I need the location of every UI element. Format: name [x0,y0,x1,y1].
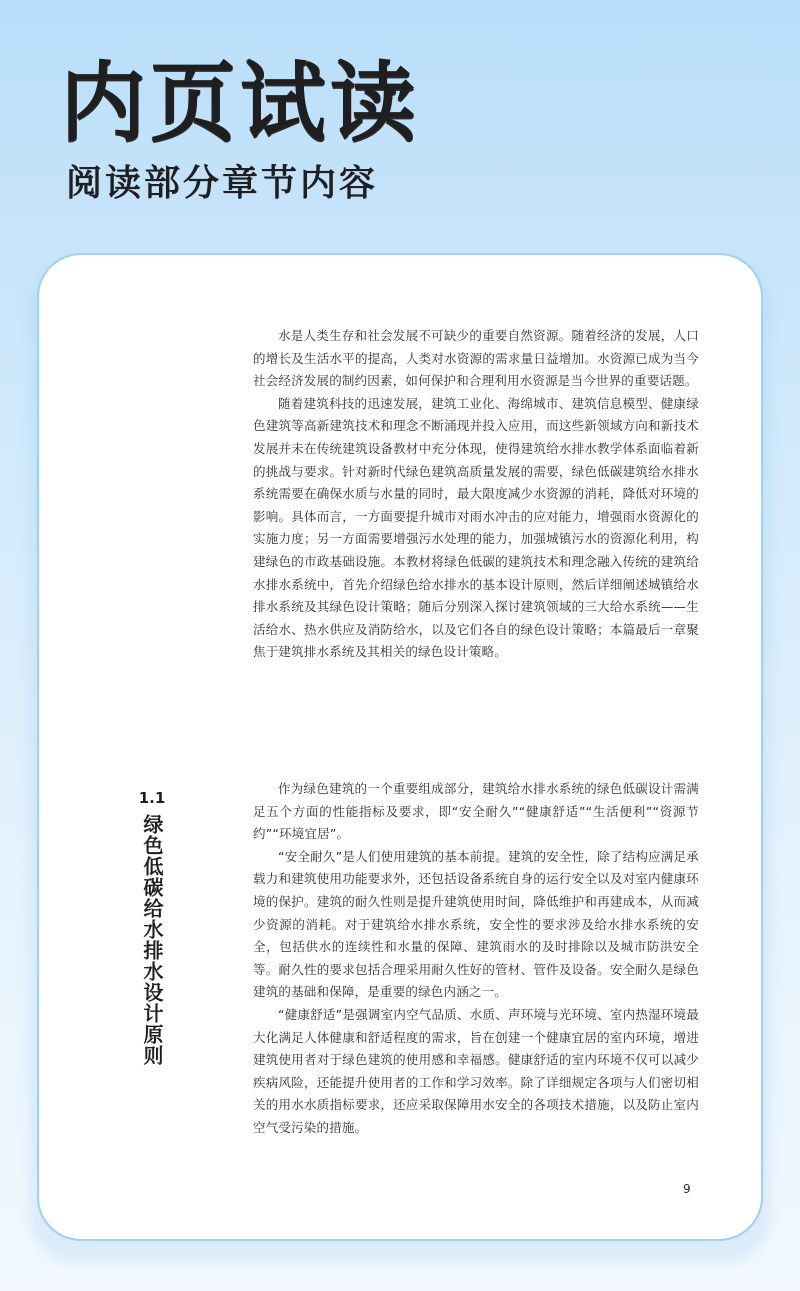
paragraph: 作为绿色建筑的一个重要组成部分，建筑给水排水系统的绿色低碳设计需满足五个方面的性能指标及要求，即“安全耐久”“健康舒适”“生活便利”“资源节约”“环境宜居”。 [253,781,699,842]
page-title: 内页试读 [60,53,420,153]
paragraph: “健康舒适”是强调室内空气品质、水质、声环境与光环境、室内热湿环境最大化满足人体健康和舒适程度的需求，旨在创建一个健康宜居的室内环境，增进建筑使用者对于绿色建筑的使用感和幸福感。健康舒适的室内环境不仅可以减少疾病风险，还能提升使用者的工作和学习效率。除了详细规定各项与人们密切相关的用水水质指标要求，还应采取保障用水安全的各项技术措施，以及防止室内空气受污染的措施。 [253,1006,699,1135]
page-subtitle: 阅读部分章节内容 [66,163,379,204]
intro-text [253,325,699,664]
paragraph: 随着建筑科技的迅速发展，建筑工业化、海绵城市、建筑信息模型、健康绿色建筑等高新建筑技术和理念不断涌现并投入应用，而这些新领域方向和新技术发展并未在传统建筑设备教材中充分体现，使得建筑给水排水教学体系面临着新的挑战与要求。针对新时代绿色建筑高质量发展的需要，绿色低碳建筑给水排水系统需要在确保水质与水量的同时，最大限度减少水资源的消耗，降低对环境的影响。具体而言，一方面要提升城市对雨水冲击的应对能力，增强雨水资源化的实施力度；另一方面需要增强污水处理的能力，加强城镇污水的资源化利用，构建绿色的市政基础设施。本教材将绿色低碳的建筑技术和理念融入传统的建筑给水排水系统中，首先介绍绿色给水排水的基本设计原则，然后详细阐述城镇给水排水系统及其绿色设计策略；随后分别深入探讨建筑领域的三大给水系统——生活给水、热水供应及消防给水，以及它们各自的绿色设计策略；本篇最后一章聚焦于建筑排水系统及其相关的绿色设计策略。 [253,395,699,660]
page-number: 9 [683,1182,691,1196]
paragraph: 水是人类生存和社会发展不可缺少的重要自然资源。随着经济的发展，人口的增长及生活水平的提高，人类对水资源的需求量日益增加。水资源已成为当今社会经济发展的制约因素，如何保护和合理利用水资源是当今世界的重要话题。 [253,328,699,389]
section-title: 绿色低碳给水排水设计原则 [140,814,164,1066]
paragraph: “安全耐久”是人们使用建筑的基本前提。建筑的安全性，除了结构应满足承载力和建筑使用功能要求外，还包括设备系统自身的运行安全以及对室内健康环境的保护。建筑的耐久性则是提升建筑使用时间，降低维护和再建成本，从而减少资源的消耗。对于建筑给水排水系统，安全性的要求涉及给水排水系统的安全，包括供水的连续性和水量的保障、建筑雨水的及时排除以及城市防洪安全等。耐久性的要求包括合理采用耐久性好的管材、管件及设备。安全耐久是绿色建筑的基础和保障，是重要的绿色内涵之一。 [253,848,699,1000]
header [0,0,800,240]
section-number: 1.1 [138,789,166,807]
section-text [253,778,699,1140]
